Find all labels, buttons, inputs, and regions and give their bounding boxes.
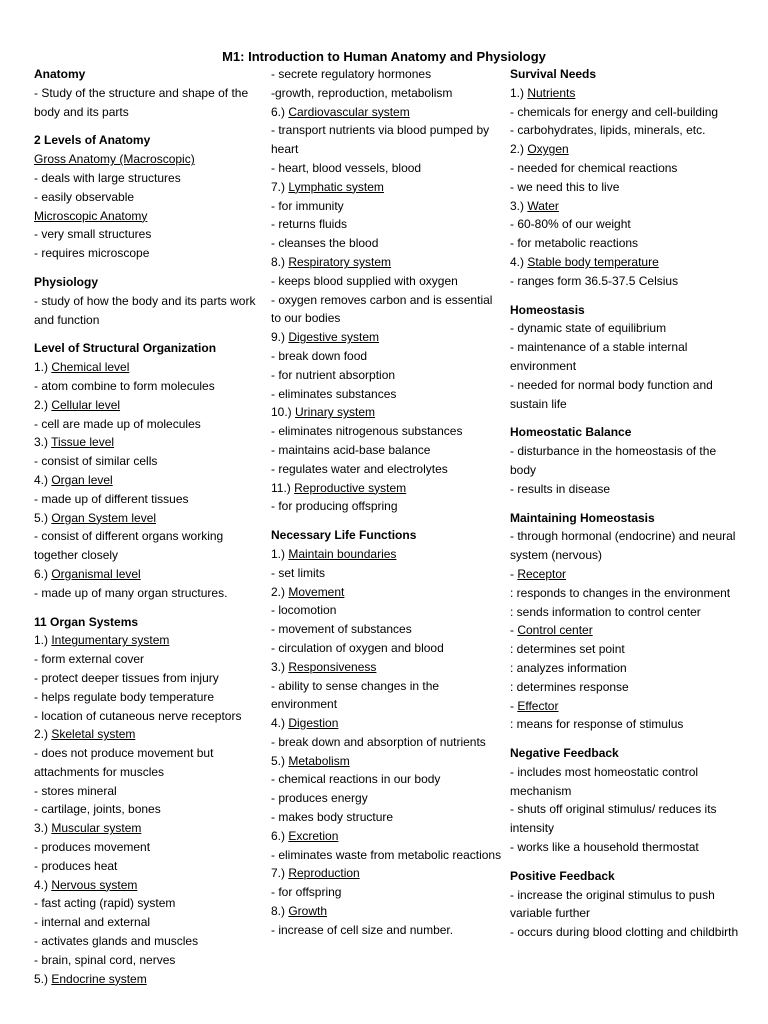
list-item: - made up of many organ structures. [34,585,228,600]
underlined-term: Tissue level [51,435,115,450]
list-item: - eliminates substances [271,386,397,401]
item-number: 3.) [271,659,289,674]
list-item: - maintenance of a stable internal environment [510,340,688,373]
list-item: - brain, spinal cord, nerves [34,952,176,967]
underlined-term: Metabolism [288,753,350,768]
list-item: - break down food [271,348,368,363]
item-number: 3.) [34,821,52,836]
list-item: - requires microscope [34,246,150,261]
list-item-term [271,328,503,347]
underlined-term: Water [527,198,559,213]
list-item: - disturbance in the homeostasis of the body [510,444,717,477]
list-item: : determines set point [510,642,625,657]
underlined-term: Digestion [288,716,339,731]
list-item: - secrete regulatory hormones [271,67,432,81]
section-heading: Homeostatic Balance [510,425,632,440]
list-item-term [34,819,266,838]
item-number: 6.) [271,104,289,119]
list-item-term [271,545,503,564]
underlined-term: Cardiovascular system [288,104,410,119]
underlined-term: Growth [288,904,328,919]
list-item: - cleanses the blood [271,236,379,251]
list-item: - set limits [271,565,325,580]
list-item-term [34,358,266,377]
section-block [510,65,742,291]
item-number: - [510,623,518,638]
column-2 [271,65,503,940]
section-block [510,301,742,414]
column-1 [34,65,266,988]
underlined-term: Chemical level [51,360,130,375]
list-item: : analyzes information [510,660,627,675]
underlined-term: Muscular system [51,821,142,836]
underlined-term: Integumentary system [51,633,170,648]
item-number: 1.) [271,546,289,561]
underlined-term: Effector [517,698,559,713]
list-item-term [271,178,503,197]
list-item: - needed for chemical reactions [510,160,678,175]
list-item: - for immunity [271,198,344,213]
underlined-term: Skeletal system [51,727,136,742]
item-number: 8.) [271,254,289,269]
underlined-term: Nutrients [527,85,576,100]
list-item: - does not produce movement but attachments for muscles [34,746,214,779]
list-item: - ability to sense changes in the environment [271,678,440,712]
list-item-term [271,253,503,272]
section-heading: Survival Needs [510,67,597,81]
list-item: - chemicals for energy and cell-building [510,104,719,119]
list-item: - movement of substances [271,622,412,637]
list-item-term [34,725,266,744]
list-item-term [34,207,266,226]
item-number: 10.) [271,405,296,420]
item-number: 1.) [510,85,528,100]
list-item-term [271,902,503,921]
list-item: - study of how the body and its parts work and function [34,293,256,327]
list-item: - for producing offspring [271,499,398,514]
list-item: - regulates water and electrolytes [271,461,448,476]
list-item-term [271,658,503,677]
underlined-term: Reproductive system [294,480,407,495]
list-item: - eliminates nitrogenous substances [271,424,463,439]
list-item: - oxygen removes carbon and is essential to our bodies [271,292,493,326]
item-number: 9.) [271,330,289,345]
item-number: 11.) [271,480,295,495]
item-number: 2.) [271,584,289,599]
list-item: : means for response of stimulus [510,717,684,732]
list-item-term [510,197,742,216]
item-number: 1.) [34,360,52,375]
list-item: - circulation of oxygen and blood [271,640,444,655]
list-item: - transport nutrients via blood pumped by heart [271,123,490,157]
list-item-term [510,621,742,640]
list-item: - produces movement [34,840,151,855]
list-item-term [34,471,266,490]
item-number: 2.) [34,727,52,742]
underlined-term: Endocrine system [51,971,147,986]
list-item: - results in disease [510,481,611,496]
item-number: - [510,566,518,581]
list-item: - makes body structure [271,810,394,825]
list-item-term [34,565,266,584]
list-item: - activates glands and muscles [34,934,199,949]
item-number: 1.) [34,633,52,648]
item-number: 5.) [34,510,52,525]
underlined-term: Organ System level [51,510,157,525]
list-item-term [510,565,742,584]
section-block [271,65,503,516]
list-item-term [34,970,266,989]
list-item: - consist of similar cells [34,454,158,469]
list-item-term [34,631,266,650]
list-item: - made up of different tissues [34,491,189,506]
list-item: - 60-80% of our weight [510,217,631,232]
list-item: - locomotion [271,603,337,618]
underlined-term: Oxygen [527,142,569,157]
underlined-term: Microscopic Anatomy [34,208,148,223]
list-item: - protect deeper tissues from injury [34,670,219,685]
list-item: - increase of cell size and number. [271,922,454,937]
list-item-term [510,697,742,716]
section-block [34,339,266,602]
list-item: - break down and absorption of nutrients [271,734,486,749]
list-item: - for metabolic reactions [510,236,639,251]
underlined-term: Control center [517,623,593,638]
list-item: - needed for normal body function and sustain life [510,377,713,411]
section-heading: 11 Organ Systems [34,614,139,629]
list-item: - increase the original stimulus to push variable further [510,887,715,921]
item-number: 2.) [510,142,528,157]
section-heading: Necessary Life Functions [271,528,417,543]
section-heading: Negative Feedback [510,746,619,761]
list-item-term [271,864,503,883]
section-heading: Maintaining Homeostasis [510,510,655,525]
list-item: : sends information to control center [510,604,701,619]
underlined-term: Cellular level [51,397,121,412]
list-item: - fast acting (rapid) system [34,896,176,911]
list-item: - shuts off original stimulus/ reduces its intensity [510,802,717,836]
item-number: 7.) [271,866,289,881]
list-item: - eliminates waste from metabolic reactions [271,847,502,862]
item-number: 3.) [34,435,52,450]
list-item: - stores mineral [34,783,117,798]
section-block [510,423,742,498]
list-item-term [34,150,266,169]
underlined-term: Excretion [288,828,339,843]
item-number: 7.) [271,179,289,194]
underlined-term: Nervous system [51,877,138,892]
list-item: - form external cover [34,652,145,667]
underlined-term: Urinary system [295,405,376,420]
underlined-term: Gross Anatomy (Macroscopic) [34,152,195,167]
list-item: - ranges form 36.5-37.5 Celsius [510,273,679,288]
list-item-term [34,509,266,528]
section-heading: Physiology [34,274,99,289]
list-item-term [271,827,503,846]
list-item: - includes most homeostatic control mechanism [510,764,699,798]
section-block [510,867,742,942]
item-number: 4.) [510,254,528,269]
underlined-term: Movement [288,584,345,599]
list-item: - cell are made up of molecules [34,416,201,431]
section-block [34,131,266,263]
list-item: - we need this to live [510,179,620,194]
item-number: 6.) [34,566,52,581]
underlined-term: Organ level [51,472,113,487]
section-block [34,273,266,329]
list-item: : responds to changes in the environment [510,585,731,600]
item-number: 4.) [34,472,52,487]
list-item: : determines response [510,679,629,694]
item-number: 5.) [34,971,52,986]
list-item: - consist of different organs working together closely [34,529,224,563]
list-item: - heart, blood vessels, blood [271,160,422,175]
section-heading: Level of Structural Organization [34,341,217,356]
item-number: 2.) [34,397,52,412]
list-item: - cartilage, joints, bones [34,802,161,817]
section-block [271,526,503,940]
list-item: - helps regulate body temperature [34,689,215,704]
list-item-term [271,583,503,602]
list-item: - for offspring [271,885,342,900]
list-item-term [34,876,266,895]
section-block [510,744,742,857]
list-item-term [271,752,503,771]
list-item: -growth, reproduction, metabolism [271,85,453,100]
section-heading: 2 Levels of Anatomy [34,133,151,148]
item-number: - [510,698,518,713]
item-number: 6.) [271,828,289,843]
underlined-term: Reproduction [288,866,360,881]
list-item: - for nutrient absorption [271,367,396,382]
list-item: - Study of the structure and shape of the body and its parts [34,85,249,119]
column-3 [510,65,742,942]
list-item: - returns fluids [271,217,348,232]
item-number: 8.) [271,904,289,919]
list-item: - very small structures [34,227,152,242]
section-block [34,613,266,989]
section-block [510,509,742,735]
list-item-term [271,103,503,122]
section-heading: Homeostasis [510,302,585,317]
list-item: - internal and external [34,915,151,930]
list-item-term [510,253,742,272]
list-item-term [271,714,503,733]
list-item-term [34,433,266,452]
list-item-term [510,84,742,103]
list-item: - deals with large structures [34,170,181,185]
list-item: - carbohydrates, lipids, minerals, etc. [510,123,706,138]
list-item: - location of cutaneous nerve receptors [34,708,242,723]
underlined-term: Organismal level [51,566,141,581]
list-item: - dynamic state of equilibrium [510,321,667,336]
list-item: - works like a household thermostat [510,840,699,855]
list-item: - occurs during blood clotting and childbirth [510,925,739,940]
underlined-term: Maintain boundaries [288,546,397,561]
list-item-term [271,479,503,498]
underlined-term: Digestive system [288,330,380,345]
list-item-term [34,396,266,415]
underlined-term: Respiratory system [288,254,392,269]
underlined-term: Receptor [517,566,567,581]
list-item-term [271,403,503,422]
list-item: - atom combine to form molecules [34,378,215,393]
document-title: M1: Introduction to Human Anatomy and Physiology [222,49,546,64]
list-item: - chemical reactions in our body [271,772,441,787]
item-number: 5.) [271,753,289,768]
underlined-term: Responsiveness [288,659,377,674]
list-item: - produces heat [34,858,118,873]
list-item: - maintains acid-base balance [271,442,431,457]
underlined-term: Stable body temperature [527,254,659,269]
item-number: 4.) [34,877,52,892]
list-item: - easily observable [34,189,135,204]
section-block [34,65,266,121]
underlined-term: Lymphatic system [288,179,384,194]
list-item: - produces energy [271,791,368,806]
list-item: - keeps blood supplied with oxygen [271,273,458,288]
section-heading: Positive Feedback [510,868,615,883]
list-item-term [510,140,742,159]
item-number: 4.) [271,716,289,731]
section-heading: Anatomy [34,67,86,81]
item-number: 3.) [510,198,528,213]
list-item: - through hormonal (endocrine) and neural system (nervous) [510,529,736,563]
